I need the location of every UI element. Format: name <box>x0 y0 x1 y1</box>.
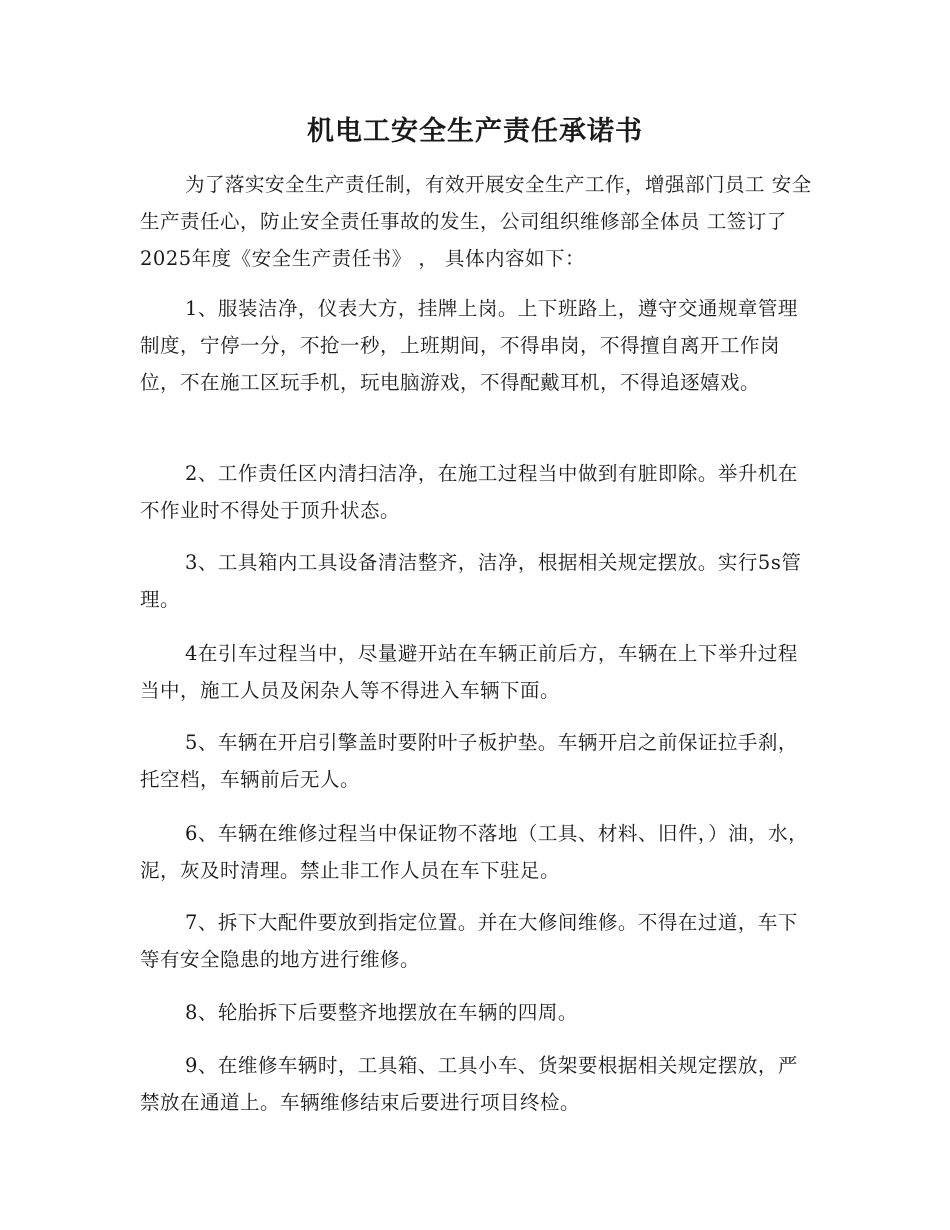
clause-7: 7、拆下大配件要放到指定位置。并在大修间维修。不得在过道，车下等有安全隐患的地方进行维修。 <box>140 911 798 971</box>
clause-1: 1、服装洁净，仪表大方，挂牌上岗。上下班路上，遵守交通规章管理制度，宁停一分，不抢一秒，上班期间，不得串岗，不得擅自离开工作岗位，不在施工区玩手机，玩电脑游戏，不得配戴耳机，不得追逐嬉戏。 <box>140 297 798 394</box>
clause-2: 2、工作责任区内清扫洁净，在施工过程当中做到有脏即除。举升机在不作业时不得处于顶升状态。 <box>140 462 798 522</box>
clause-5: 5、车辆在开启引擎盖时要附叶子板护垫。车辆开启之前保证拉手刹，托空档，车辆前后无人。 <box>140 731 798 791</box>
intro-paragraph: 为了落实安全生产责任制，有效开展安全生产工作，增强部门员工 安全生产责任心，防止安全责任事故的发生，公司组织维修部全体员 工签订了2025年度《安全生产责任书》 ， 具体内容如下： <box>140 173 812 270</box>
document-title: 机电工安全生产责任承诺书 <box>307 116 643 147</box>
clause-4: 4在引车过程当中，尽量避开站在车辆正前后方，车辆在上下举升过程当中，施工人员及闲杂人等不得进入车辆下面。 <box>140 642 798 702</box>
clause-9: 9、在维修车辆时，工具箱、工具小车、货架要根据相关规定摆放，严禁放在通道上。车辆维修结束后要进行项目终检。 <box>140 1054 798 1114</box>
clause-8: 8、轮胎拆下后要整齐地摆放在车辆的四周。 <box>185 1001 578 1024</box>
clause-3: 3、工具箱内工具设备清洁整齐，洁净，根据相关规定摆放。实行5s管理。 <box>140 551 802 611</box>
clause-6: 6、车辆在维修过程当中保证物不落地（工具、材料、旧件，）油，水，泥，灰及时清理。禁止非工作人员在车下驻足。 <box>140 822 809 882</box>
